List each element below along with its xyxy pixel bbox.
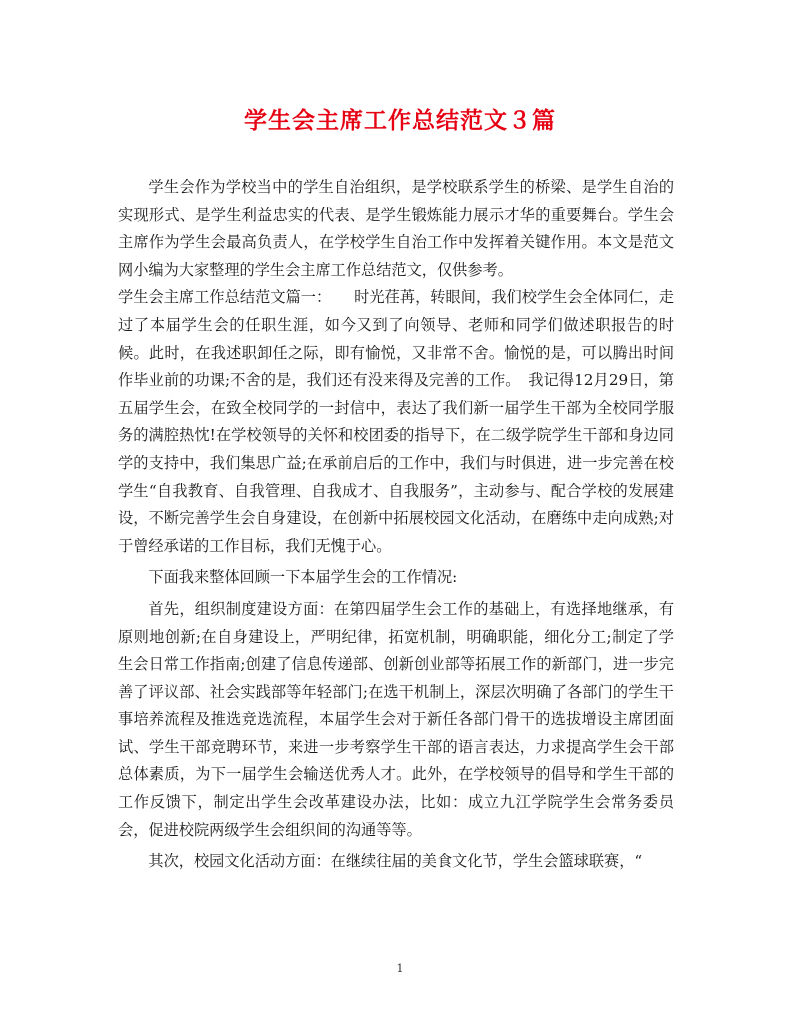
paragraph-part-one: 学生会主席工作总结范文篇一： 时光荏苒，转眼间，我们校学生会全体同仁，走过了本届学生会的任职生涯，如今又到了向领导、老师和同学们做述职报告的时候。此时，在我述职卸任之际，即有愉悦，又非常不舍。愉悦的是，可以腾出时间作毕业前的功课;不舍的是，我们还有没来得及完善的工作。 我记得12月29日，第五届学生会，在致全校同学的一封信中，表达了我们新一届学生干部为全校同学服务的满腔热忱!在学校领导的关怀和校团委的指导下，在二级学院学生干部和身边同学的支持中，我们集思广益;在承前启后的工作中，我们与时俱进，进一步完善在校学生“自我教育、自我管理、自我成才、自我服务”，主动参与、配合学校的发展建设，不断完善学生会自身建设，在创新中拓展校园文化活动，在磨练中走向成熟;对于曾经承诺的工作目标，我们无愧于心。 (118, 288, 674, 555)
document-body (118, 174, 674, 876)
page-number: 1 (396, 962, 404, 975)
paragraph-organization: 首先，组织制度建设方面：在第四届学生会工作的基础上，有选择地继承，有原则地创新;在自身建设上，严明纪律，拓宽机制，明确职能，细化分工;制定了学生会日常工作指南;创建了信息传递部、创新创业部等拓展工作的新部门，进一步完善了评议部、社会实践部等年轻部门;在选干机制上，深层次明确了各部门的学生干事培养流程及推选竞选流程，本届学生会对于新任各部门骨干的选拔增设主席团面试、学生干部竞聘环节，来进一步考察学生干部的语言表达，力求提高学生会干部总体素质，为下一届学生会输送优秀人才。此外，在学校领导的倡导和学生干部的工作反馈下，制定出学生会改革建设办法，比如：成立九江学院学生会常务委员会，促进校院两级学生会组织间的沟通等等。 (118, 599, 674, 839)
paragraph-review-heading: 下面我来整体回顾一下本届学生会的工作情况: (148, 568, 458, 587)
paragraph-intro: 学生会作为学校当中的学生自治组织，是学校联系学生的桥梁、是学生自治的实现形式、是学生利益忠实的代表、是学生锻炼能力展示才华的重要舞台。学生会主席作为学生会最高负责人，在学校学生自治工作中发挥着关键作用。本文是范文网小编为大家整理的学生会主席工作总结范文，仅供参考。 (118, 178, 674, 279)
document-title: 学生会主席工作总结范文３篇 (244, 107, 556, 134)
paragraph-campus-culture: 其次，校园文化活动方面：在继续往届的美食文化节，学生会篮球联赛，“ (148, 852, 643, 871)
